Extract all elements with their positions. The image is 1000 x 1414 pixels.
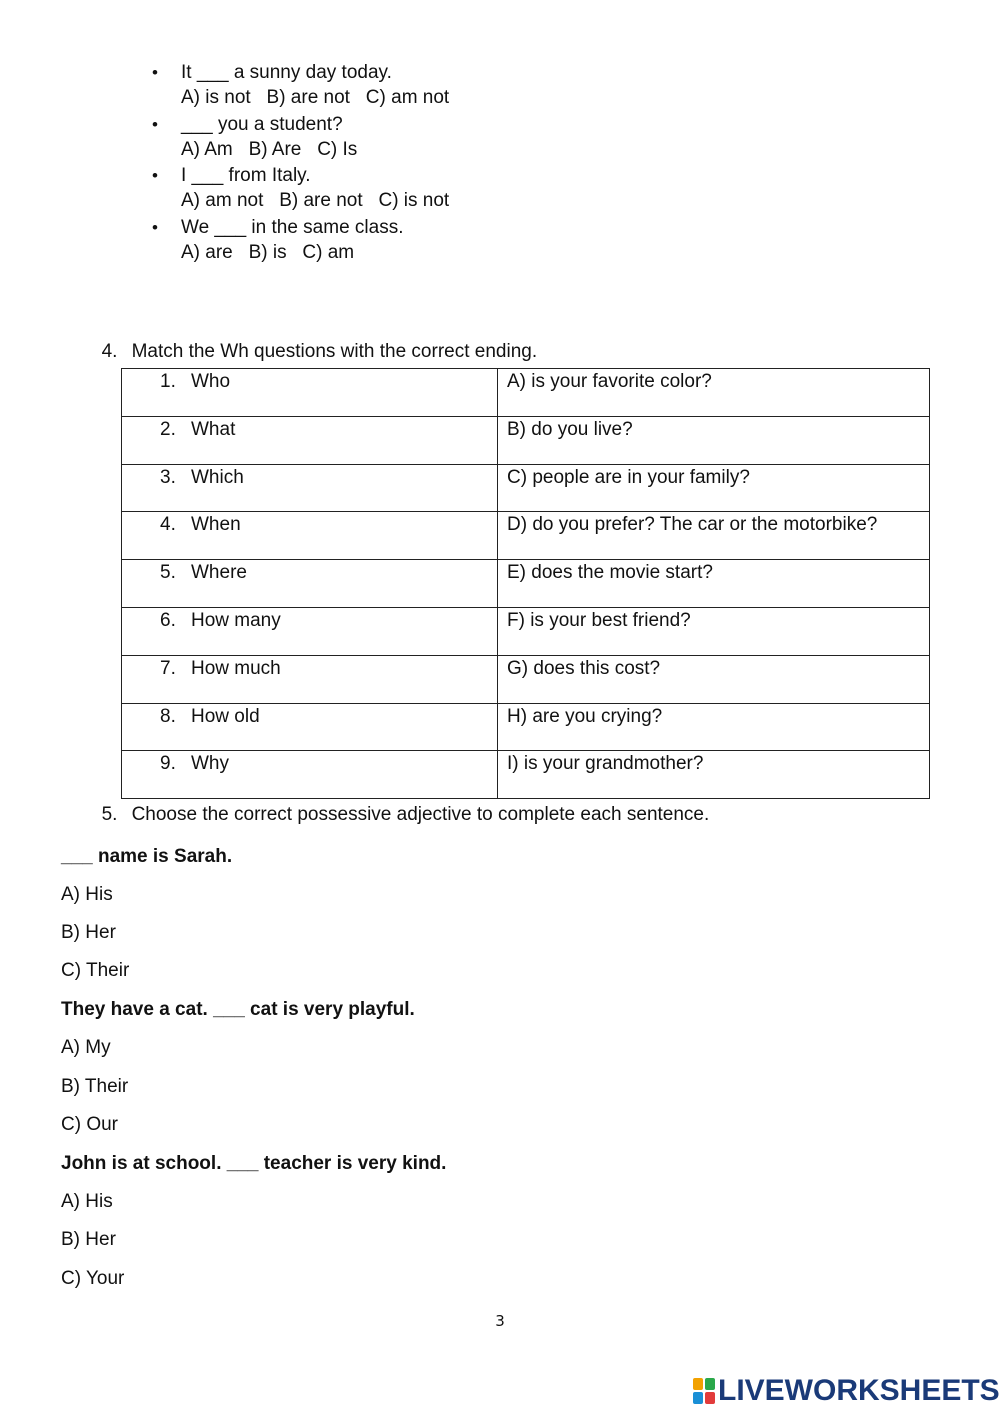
page-number: 3: [495, 1312, 505, 1330]
ending-cell: B) do you live?: [498, 416, 930, 464]
table-row: [122, 369, 930, 417]
wh-word: How much: [191, 657, 281, 679]
row-number: 6.: [160, 609, 176, 631]
row-number: 1.: [160, 371, 176, 392]
table-row: [122, 560, 930, 608]
answer-option: A) My: [61, 1037, 111, 1058]
wh-word-cell: [122, 655, 498, 703]
wh-word-cell: [122, 607, 498, 655]
table-row: [122, 607, 930, 655]
section-title: Choose the correct possessive adjective to complete each sentence.: [131, 804, 710, 825]
wh-word: When: [191, 514, 241, 536]
question-sentence: John is at school. ___ teacher is very kind.: [61, 1153, 447, 1174]
table-row: [122, 416, 930, 464]
answer-option: A) His: [61, 1191, 113, 1212]
bullet-dot-icon: •: [152, 217, 158, 237]
wh-word: Why: [191, 753, 229, 775]
wh-word-cell: [122, 464, 498, 512]
table-row: [122, 464, 930, 512]
answer-option: B) Their: [61, 1076, 129, 1097]
ending-cell: C) people are in your family?: [498, 464, 930, 512]
bullet-dot-icon: •: [152, 63, 158, 82]
wh-word: Where: [191, 562, 247, 584]
answer-option: C) Your: [61, 1268, 125, 1289]
logo-grid-icon: [693, 1378, 715, 1404]
row-number: 9.: [160, 753, 176, 775]
wh-word: What: [191, 418, 236, 440]
wh-word: Which: [191, 466, 244, 488]
ending-cell: I) is your grandmother?: [498, 751, 930, 799]
wh-word: How old: [191, 705, 260, 727]
section-title: Match the Wh questions with the correct ending.: [131, 341, 538, 362]
wh-word-cell: [122, 512, 498, 560]
wh-question-matching-table: [121, 368, 930, 799]
wh-word: How many: [191, 609, 281, 631]
question-text: We ___ in the same class.: [181, 216, 404, 238]
answer-option: C) Their: [61, 960, 130, 981]
ending-cell: G) does this cost?: [498, 655, 930, 703]
ending-cell: H) are you crying?: [498, 703, 930, 751]
wh-word-cell: [122, 560, 498, 608]
ending-cell: A) is your favorite color?: [498, 369, 930, 417]
question-options: A) am not B) are not C) is not: [181, 190, 450, 211]
section-5-heading: [91, 782, 709, 826]
section-number: 5.: [101, 804, 118, 825]
bullet-dot-icon: •: [152, 114, 158, 134]
answer-option: B) Her: [61, 1229, 116, 1250]
row-number: 8.: [160, 705, 176, 727]
answer-option: C) Our: [61, 1114, 118, 1135]
answer-option: B) Her: [61, 922, 116, 943]
ending-cell: F) is your best friend?: [498, 607, 930, 655]
row-number: 2.: [160, 418, 176, 440]
section-4-heading: [91, 319, 537, 363]
question-text: I ___ from Italy.: [181, 165, 311, 186]
section-number: 4.: [101, 341, 118, 362]
table-row: [122, 512, 930, 560]
question-sentence: They have a cat. ___ cat is very playful.: [61, 999, 415, 1020]
wh-word: Who: [191, 371, 231, 392]
table-row: [122, 703, 930, 751]
question-options: A) is not B) are not C) am not: [181, 87, 450, 108]
wh-word-cell: [122, 369, 498, 417]
question-text: It ___ a sunny day today.: [181, 62, 392, 83]
ending-cell: E) does the movie start?: [498, 560, 930, 608]
question-text: ___ you a student?: [181, 113, 343, 135]
question-options: A) are B) is C) am: [181, 241, 355, 263]
wh-word-cell: [122, 703, 498, 751]
question-sentence: ___ name is Sarah.: [61, 846, 233, 867]
wh-word-cell: [122, 416, 498, 464]
row-number: 3.: [160, 466, 176, 488]
ending-cell: D) do you prefer? The car or the motorbike?: [498, 512, 930, 560]
logo-text: LIVEWORKSHEETS: [718, 1374, 1000, 1407]
row-number: 7.: [160, 657, 176, 679]
liveworksheets-logo: [693, 1372, 1000, 1410]
question-options: A) Am B) Are C) Is: [181, 138, 358, 160]
table-row: [122, 655, 930, 703]
answer-option: A) His: [61, 884, 113, 905]
row-number: 4.: [160, 514, 176, 536]
row-number: 5.: [160, 562, 176, 584]
bullet-dot-icon: •: [152, 166, 158, 185]
